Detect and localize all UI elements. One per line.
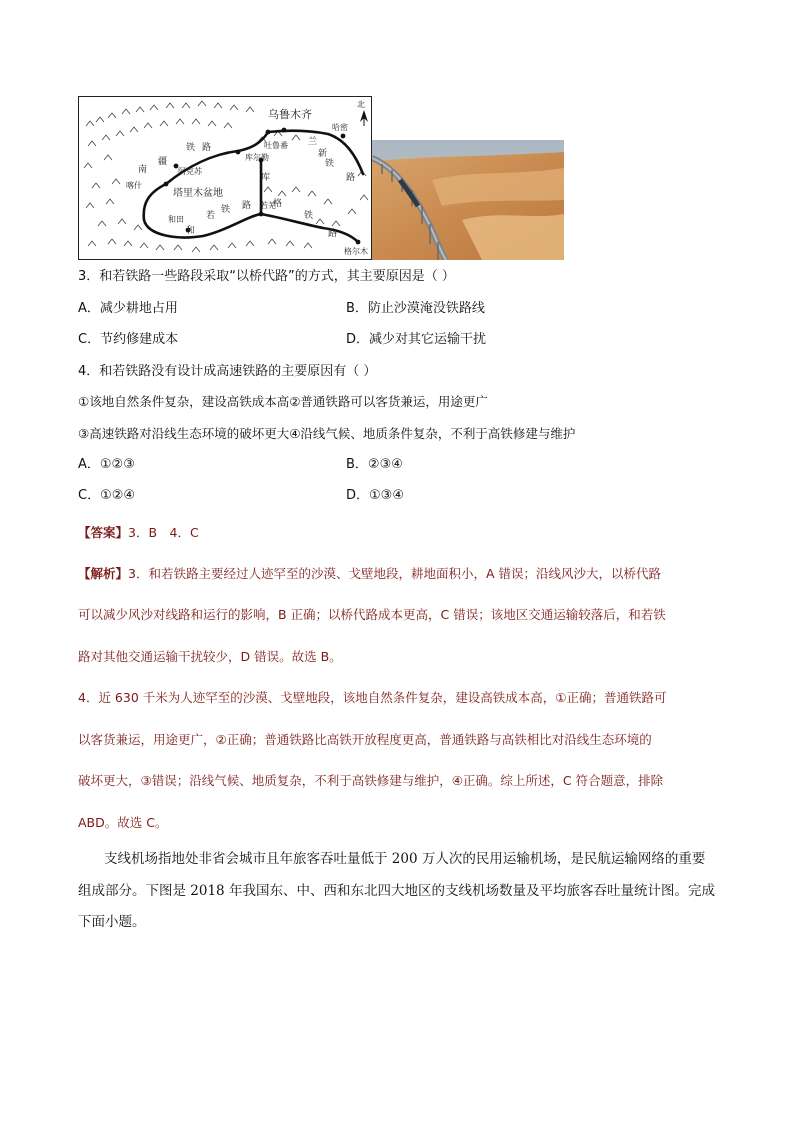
q3-stem: 3．和若铁路一些路段采取“以桥代路”的方式，其主要原因是（ ） — [78, 269, 455, 284]
rail-char: 新 — [318, 149, 328, 159]
rail-char: 铁 — [304, 211, 314, 221]
intro-line: 支线机场指地处非省会城市且年旅客吞吐量低于 200 万人次的民用运输机场，是民航运输网络的重要 — [104, 851, 706, 867]
analysis-line: 可以减少风沙对线路和运行的影响，B 正确；以桥代路成本更高，C 错误；该地区交通运输较落后，和若铁 — [78, 607, 666, 622]
intro-line: 下面小题。 — [78, 914, 146, 930]
label-urumqi: 乌鲁木齐 — [268, 108, 312, 121]
label-korla: 库尔勒 — [245, 153, 269, 162]
label-kashgar: 喀什 — [126, 181, 142, 190]
analysis-line: 路对其他交通运输干扰较少，D 错误。故选 B。 — [78, 649, 342, 664]
rail-char: 铁 — [325, 159, 335, 169]
label-aksu: 阿克苏 — [178, 167, 202, 176]
q3-option-b[interactable]: B．防止沙漠淹没铁路线 — [346, 301, 485, 316]
rail-char: 路 — [328, 229, 338, 239]
q4-option-b[interactable]: B．②③④ — [346, 457, 403, 472]
analysis-line: 以客货兼运，用途更广，②正确；普通铁路比高铁开放程度更高，普通铁路与高铁相比对沿线生态环境的 — [78, 732, 652, 747]
q4-option-d[interactable]: D．①③④ — [346, 488, 404, 503]
label-ruoqiang: 若羌 — [260, 201, 276, 210]
label-golmud: 格尔木 — [344, 247, 368, 256]
answer-label: 【答案】 — [78, 525, 129, 540]
q4-option-c[interactable]: C．①②④ — [78, 488, 136, 503]
intro-line: 组成部分。下图是 2018 年我国东、中、西和东北四大地区的支线机场数量及平均旅客吞吐量统计图。完成 — [78, 883, 715, 899]
answer-text: 3．B 4．C — [128, 525, 199, 540]
rail-char: 南 — [138, 165, 148, 175]
q3-option-a[interactable]: A．减少耕地占用 — [78, 301, 178, 316]
rail-char: 路 — [346, 173, 356, 183]
analysis-line — [78, 565, 661, 583]
analysis-text: 3．和若铁路主要经过人迹罕至的沙漠、戈壁地段，耕地面积小，A 错误；沿线风沙大，以桥代路 — [128, 566, 661, 581]
rail-char: 路 — [202, 143, 212, 153]
label-turpan: 吐鲁番 — [264, 141, 288, 150]
q4-option-a[interactable]: A．①②③ — [78, 457, 135, 472]
rail-char: 若 — [206, 211, 216, 221]
analysis-line: ABD。故选 C。 — [78, 815, 168, 830]
label-hotan: 和田 — [168, 215, 184, 224]
rail-char: 兰 — [308, 137, 318, 147]
rail-char: 路 — [242, 201, 252, 211]
rail-char: 疆 — [158, 157, 168, 167]
q3-option-d[interactable]: D．减少对其它运输干扰 — [346, 332, 487, 347]
rail-char: 和 — [186, 226, 196, 236]
q4-statement-line: ③高速铁路对沿线生态环境的破坏更大④沿线气候、地质条件复杂，不利于高铁修建与维护 — [78, 426, 576, 441]
analysis-line: 破坏更大，③错误；沿线气候、地质复杂，不利于高铁修建与维护，④正确。综上所述，C 符合题意，排除 — [78, 773, 664, 788]
analysis-label: 【解析】 — [78, 566, 129, 581]
q3-option-c[interactable]: C．节约修建成本 — [78, 332, 179, 347]
rail-char: 铁 — [221, 205, 231, 215]
q4-stem: 4．和若铁路没有设计成高速铁路的主要原因有（ ） — [78, 364, 377, 379]
rail-char: 铁 — [186, 143, 196, 153]
desert-railway-photo — [372, 140, 564, 260]
north-label: 北 — [357, 100, 365, 109]
q4-statement-line: ①该地自然条件复杂，建设高铁成本高②普通铁路可以客货兼运，用途更广 — [78, 394, 488, 409]
analysis-line: 4．近 630 千米为人迹罕至的沙漠、戈壁地段，该地自然条件复杂，建设高铁成本高，①正确；普通铁路可 — [78, 690, 667, 705]
label-hami: 哈密 — [332, 123, 348, 132]
rail-char: 库 — [261, 173, 271, 183]
label-basin: 塔里木盆地 — [173, 188, 223, 199]
rail-char: 格 — [273, 199, 283, 209]
railway-map — [78, 96, 372, 260]
answer-block — [78, 524, 199, 542]
